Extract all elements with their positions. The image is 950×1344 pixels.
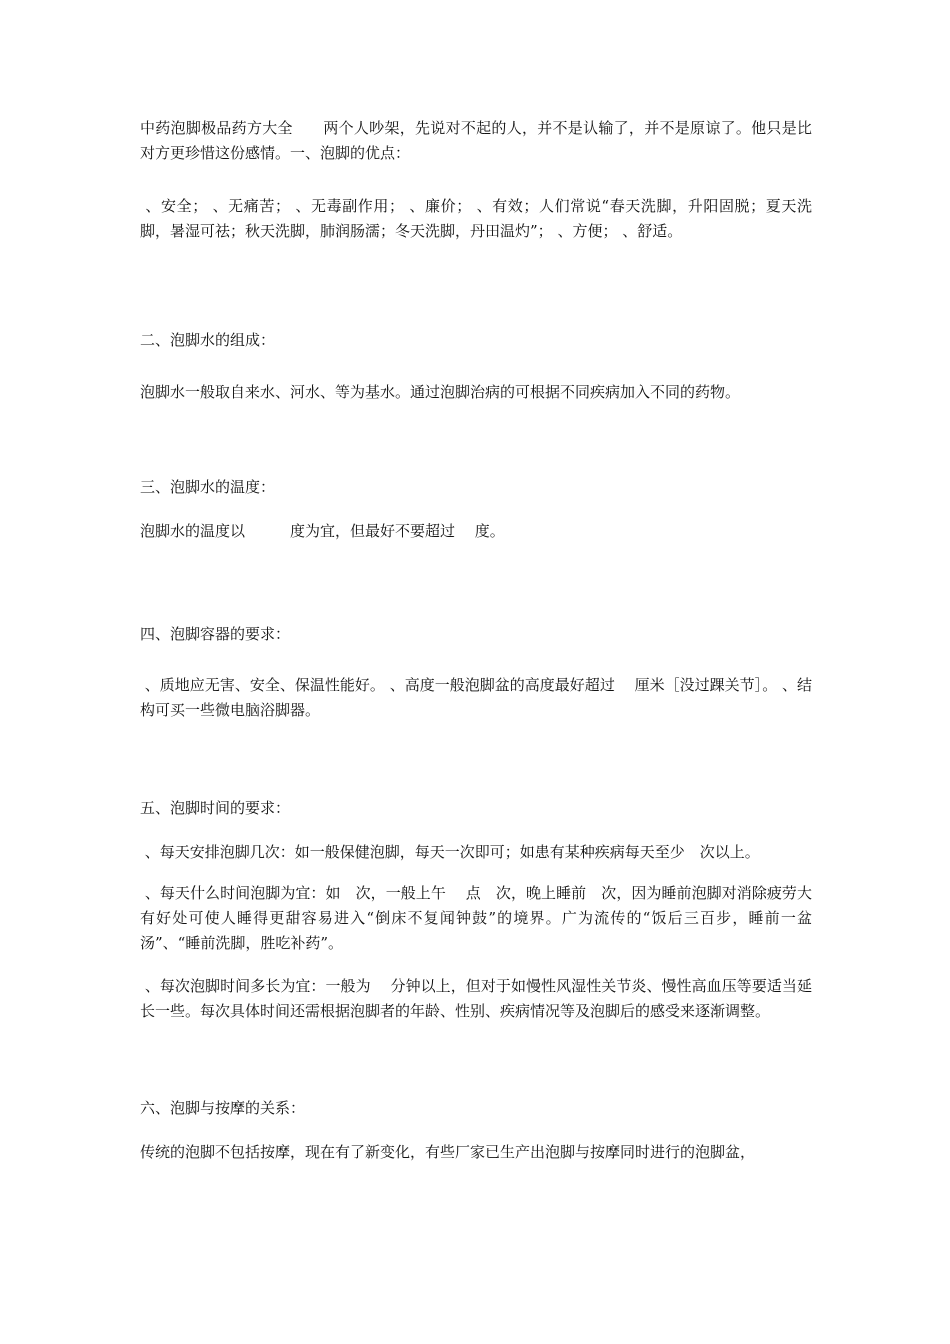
section3-paragraph: 泡脚水的温度以 度为宜，但最好不要超过 度。	[140, 522, 505, 540]
section2-heading: 二、泡脚水的组成：	[140, 331, 276, 349]
section6-heading: 六、泡脚与按摩的关系：	[140, 1099, 306, 1117]
intro-paragraph: 中药泡脚极品药方大全 两个人吵架，先说对不起的人，并不是认输了，并不是原谅了。他只是比对方更珍惜这份感情。一、泡脚的优点：	[140, 119, 812, 162]
section5-paragraph-3: 、每次泡脚时间多长为宜：一般为 分钟以上，但对于如慢性风湿性关节炎、慢性高血压等要适当延长一些。每次具体时间还需根据泡脚者的年龄、性别、疾病情况等及泡脚后的感受来逐渐调整。	[140, 977, 812, 1020]
document-page	[140, 116, 812, 1165]
advantages-paragraph: 、安全； 、无痛苦； 、无毒副作用； 、廉价； 、有效；人们常说“春天洗脚，升阳固脱；夏天洗脚，暑湿可祛；秋天洗脚，肺润肠濡；冬天洗脚，丹田温灼”； 、方便； 、舒适。	[140, 197, 812, 240]
section2-paragraph: 泡脚水一般取自来水、河水、等为基水。通过泡脚治病的可根据不同疾病加入不同的药物。	[140, 383, 741, 401]
section5-heading: 五、泡脚时间的要求：	[140, 799, 291, 817]
section4-heading: 四、泡脚容器的要求：	[140, 625, 291, 643]
section3-heading: 三、泡脚水的温度：	[140, 478, 276, 496]
section4-paragraph: 、质地应无害、安全、保温性能好。 、高度一般泡脚盆的高度最好超过 厘米［没过踝关节］。 、结构可买一些微电脑浴脚器。	[140, 676, 812, 719]
section5-paragraph-1: 、每天安排泡脚几次：如一般保健泡脚，每天一次即可；如患有某种疾病每天至少 次以上。	[140, 843, 760, 861]
section5-paragraph-2: 、每天什么时间泡脚为宜：如 次，一般上午 点 次，晚上睡前 次，因为睡前泡脚对消除疲劳大有好处可使人睡得更甜容易进入“倒床不复闻钟鼓”的境界。广为流传的“饭后三百步，睡前一盆汤”、“睡前洗脚，胜吃补药”。	[140, 884, 812, 952]
section6-paragraph: 传统的泡脚不包括按摩，现在有了新变化，有些厂家已生产出泡脚与按摩同时进行的泡脚盆，	[140, 1143, 756, 1161]
